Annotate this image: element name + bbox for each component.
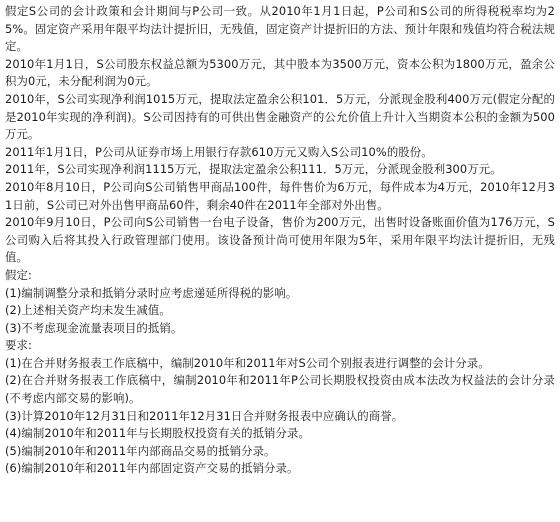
requirements-heading: 要求: xyxy=(5,338,32,353)
background-paragraph-5: 2011年，S公司实现净利润1115万元，提取法定盈余公积111．5万元，分派现金股利300万元。 xyxy=(5,162,502,177)
assumption-item-1: (1)编制调整分录和抵销分录时应考虑递延所得税的影响。 xyxy=(5,285,298,300)
background-paragraph-1: 假定S公司的会计政策和会计期间与P公司一致。从2010年1月1日起，P公司和S公司的所得税税率均为25%。固定资产采用年限平均法计提折旧，无残值，固定资产计提折旧的方法、预计年限和残值均符合税法规定。 xyxy=(5,4,555,54)
assumption-item-2: (2)上述相关资产均未发生减值。 xyxy=(5,303,171,318)
requirement-item-5: (5)编制2010年和2011年内部商品交易的抵销分录。 xyxy=(5,443,276,458)
requirement-item-2: (2)在合并财务报表工作底稿中，编制2010年和2011年P公司长期股权投资由成本法改为权益法的会计分录(不考虑内部交易的影响)。 xyxy=(5,373,555,406)
assumption-item-3: (3)不考虑现金流量表项目的抵销。 xyxy=(5,320,183,335)
requirement-item-1: (1)在合并财务报表工作底稿中，编制2010年和2011年对S公司个别报表进行调整的会计分录。 xyxy=(5,355,490,370)
background-paragraph-4: 2011年1月1日，P公司从证券市场上用银行存款610万元又购入S公司10%的股份。 xyxy=(5,144,433,159)
background-paragraph-6: 2010年8月10日，P公司向S公司销售甲商品100件，每件售价为6万元，每件成本为4万元，2010年12月31日前，S公司已对外出售甲商品60件，剩余40件在2011年全部对外出售。 xyxy=(5,179,555,212)
background-paragraph-3: 2010年，S公司实现净利润1015万元，提取法定盈余公积101．5万元，分派现金股利400万元(假定分配的是2010年实现的净利润)。S公司因持有的可供出售金融资产的公允价值上升计入当期资本公积的金额为500万元。 xyxy=(5,91,555,142)
background-paragraph-2: 2010年1月1日，S公司股东权益总额为5300万元，其中股本为3500万元，资本公积为1800万元，盈余公积为0元，未分配利润为0元。 xyxy=(5,56,555,89)
requirement-item-3: (3)计算2010年12月31日和2011年12月31日合并财务报表中应确认的商誉。 xyxy=(5,408,404,423)
requirement-item-6: (6)编制2010年和2011年内部固定资产交易的抵销分录。 xyxy=(5,461,299,476)
background-paragraph-7: 2010年9月10日，P公司向S公司销售一台电子设备，售价为200万元，出售时设备账面价值为176万元，S公司购入后将其投入行政管理部门使用。该设备预计尚可使用年限为5年，采用年限平均法计提折旧，无残值。 xyxy=(5,215,555,265)
document-body xyxy=(5,3,555,478)
requirement-item-4: (4)编制2010年和2011年与长期股权投资有关的抵销分录。 xyxy=(5,426,311,441)
assumptions-heading: 假定: xyxy=(5,267,32,282)
